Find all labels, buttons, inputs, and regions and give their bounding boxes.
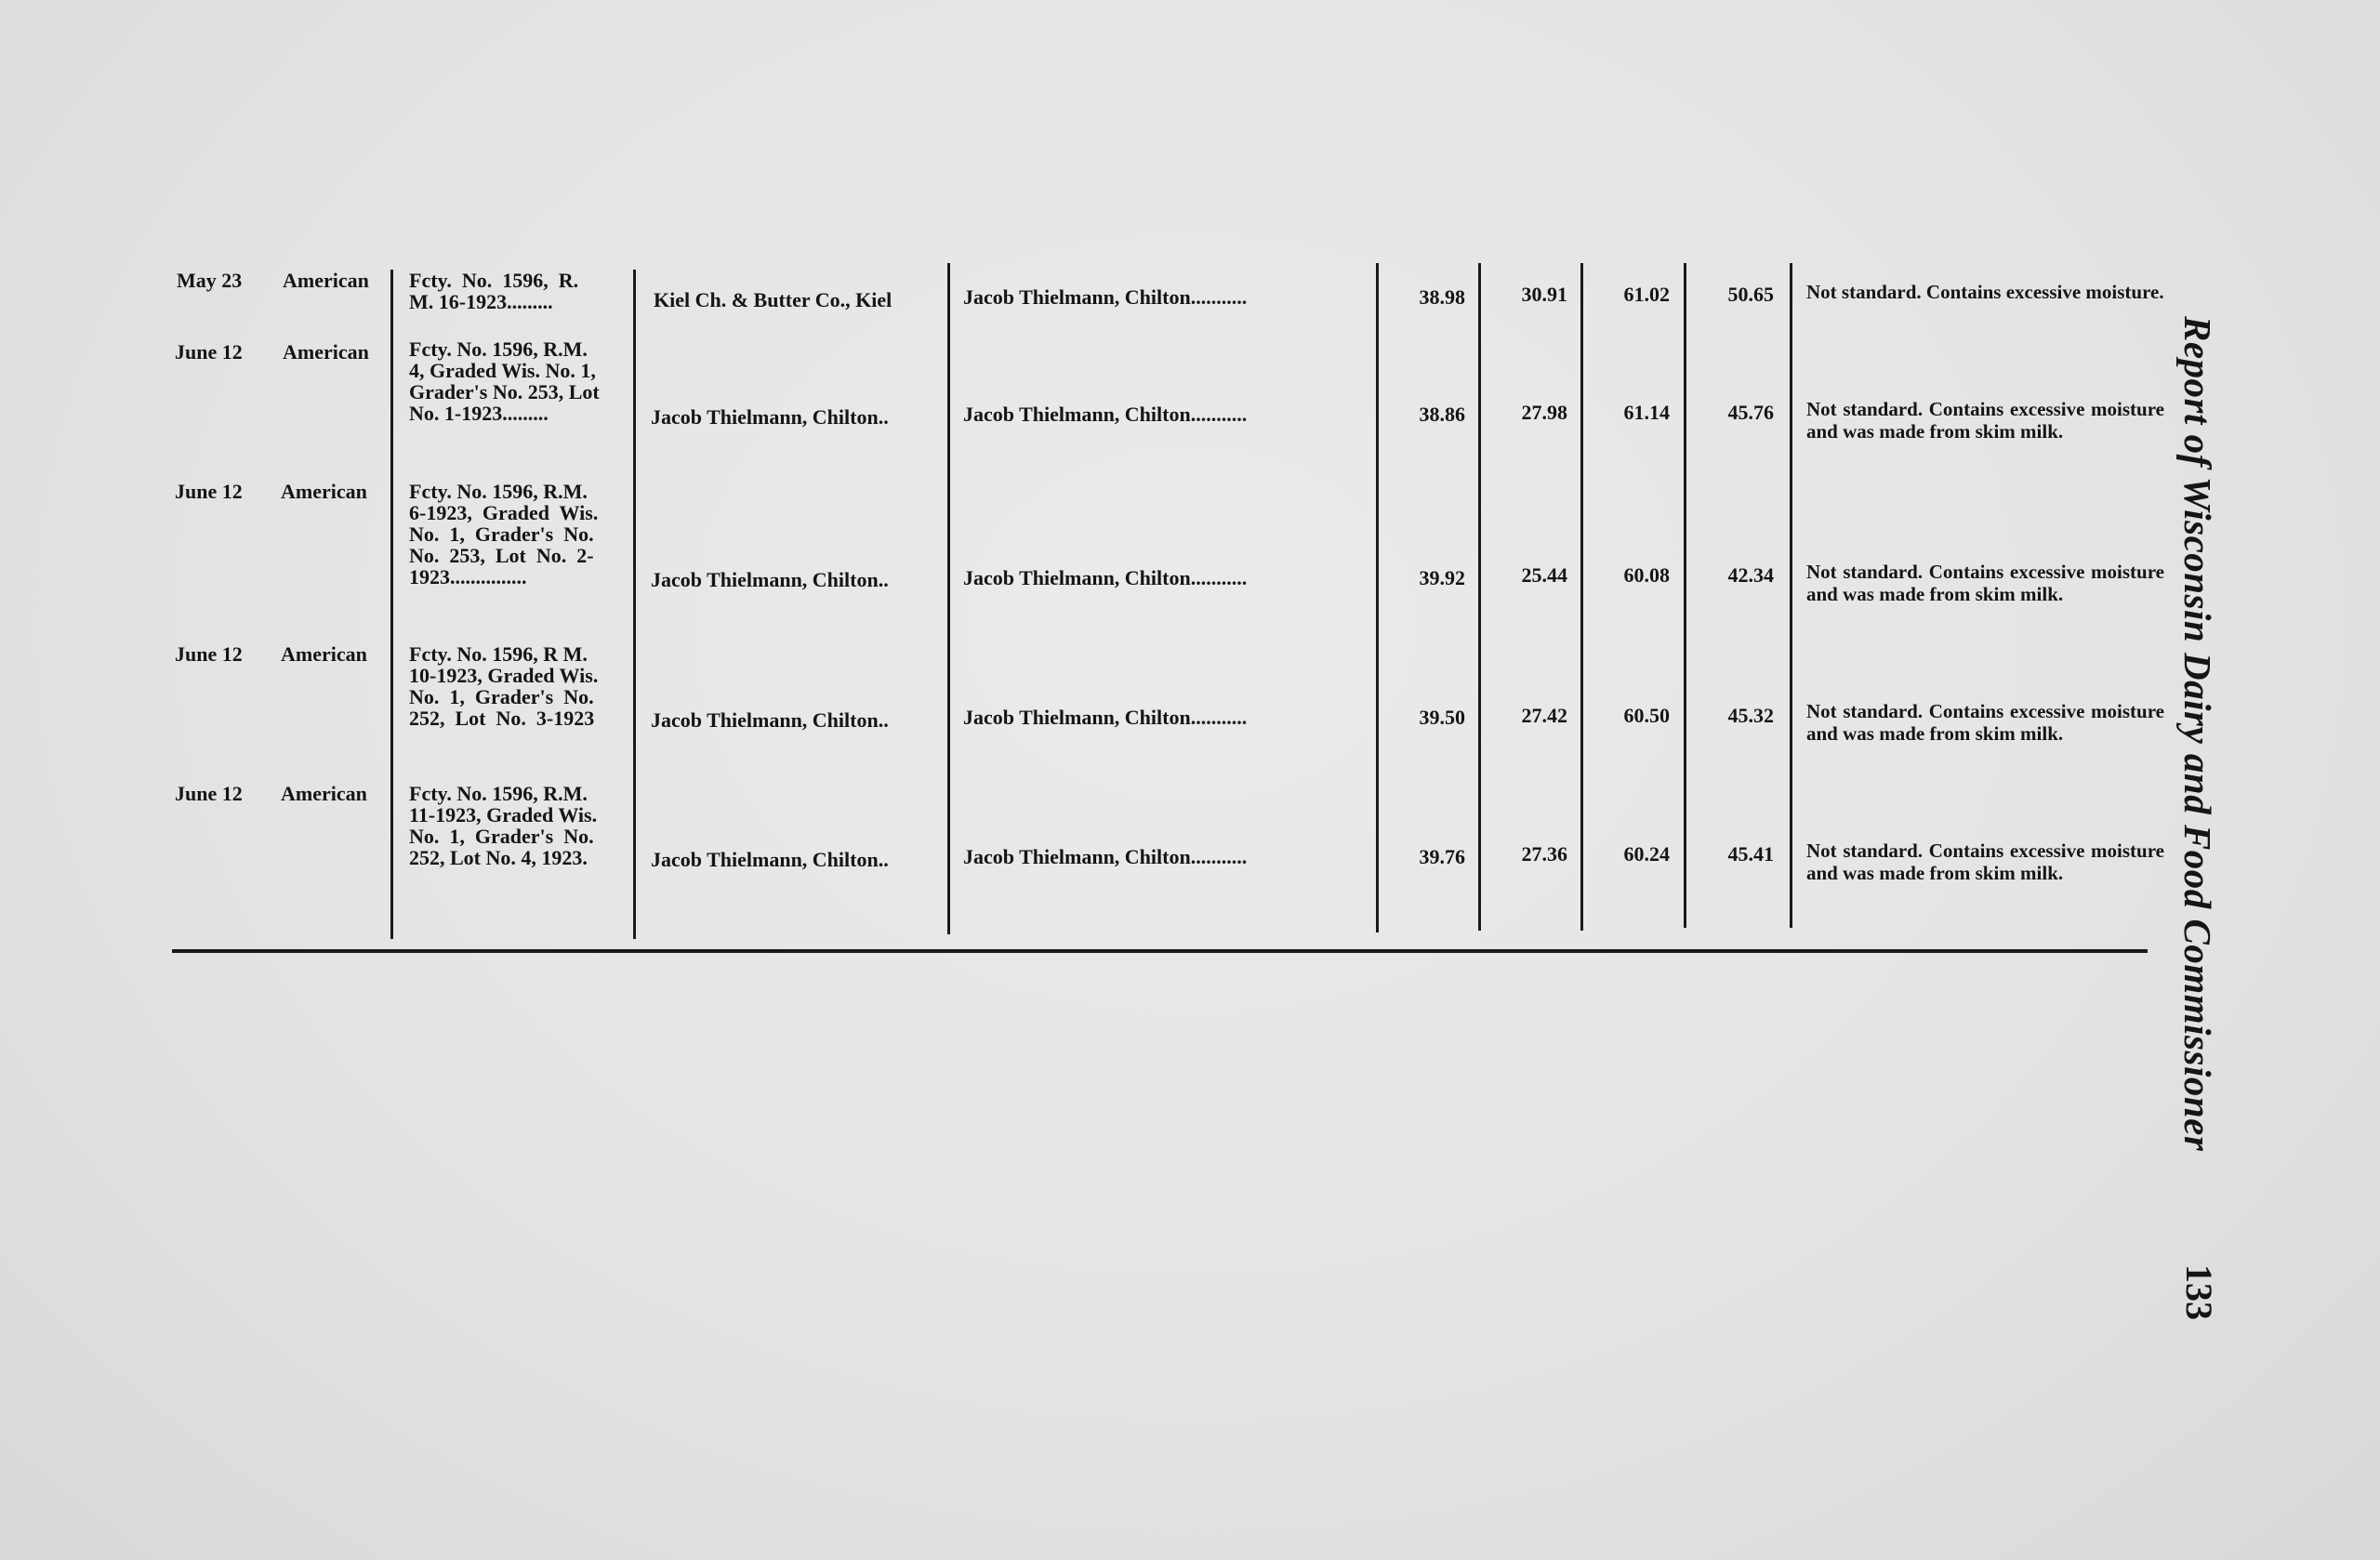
manufacturer-cell: Jacob Thielmann, Chilton..	[651, 708, 889, 732]
description-line: No. 1, Grader's No.	[409, 825, 594, 848]
column-rule	[390, 270, 393, 939]
value-cell: 60.08	[1623, 563, 1670, 587]
seller-cell: Jacob Thielmann, Chilton...........	[963, 845, 1248, 868]
table-bottom-rule	[172, 949, 2148, 953]
kind-cell: American	[281, 642, 367, 666]
seller-cell: Jacob Thielmann, Chilton...........	[963, 403, 1248, 426]
description-line: Fcty. No. 1596, R M.	[409, 642, 588, 666]
remark-cell: Not standard. Contains excessive moisture and was made from skim milk.	[1806, 839, 2164, 884]
seller-cell: Jacob Thielmann, Chilton...........	[963, 285, 1248, 309]
value-cell: 45.32	[1727, 704, 1774, 727]
column-rule	[1376, 263, 1379, 932]
column-rule	[1684, 263, 1686, 928]
column-rule	[1790, 263, 1792, 928]
column-rule	[947, 263, 950, 934]
description-line: 252, Lot No. 3-1923	[409, 707, 595, 730]
manufacturer-cell: Jacob Thielmann, Chilton..	[651, 848, 889, 871]
description-line: 252, Lot No. 4, 1923.	[409, 846, 588, 869]
description-line: M. 16-1923.........	[409, 290, 553, 313]
value-cell: 25.44	[1521, 563, 1567, 587]
value-cell: 39.50	[1419, 706, 1465, 729]
value-cell: 38.98	[1419, 285, 1465, 309]
value-cell: 61.02	[1623, 283, 1670, 306]
remark-cell: Not standard. Contains excessive moisture and was made from skim milk.	[1806, 561, 2164, 605]
description-line: No. 1, Grader's No.	[409, 522, 594, 546]
running-head-title: Report of Wisconsin Dairy and Food Commissioner	[2176, 316, 2219, 1152]
value-cell: 27.98	[1521, 401, 1567, 424]
description-line: 10-1923, Graded Wis.	[409, 664, 599, 687]
column-rule	[1478, 263, 1481, 931]
value-cell: 27.36	[1521, 842, 1567, 866]
description-line: 1923...............	[409, 565, 527, 588]
description-line: Fcty. No. 1596, R.M.	[409, 480, 588, 503]
value-cell: 50.65	[1727, 283, 1774, 306]
description-line: Fcty. No. 1596, R.	[409, 269, 579, 292]
remark-cell: Not standard. Contains excessive moisture and was made from skim milk.	[1806, 700, 2164, 745]
value-cell: 60.50	[1623, 704, 1670, 727]
date-cell: June 12	[175, 642, 243, 666]
page-number: 133	[2178, 1264, 2220, 1320]
manufacturer-cell: Jacob Thielmann, Chilton..	[651, 568, 889, 591]
column-rule	[633, 270, 636, 939]
remark-cell: Not standard. Contains excessive moisture.	[1806, 281, 2164, 303]
value-cell: 45.76	[1727, 401, 1774, 424]
description-line: 11-1923, Graded Wis.	[409, 803, 598, 826]
description-line: Fcty. No. 1596, R.M.	[409, 782, 588, 805]
value-cell: 30.91	[1521, 283, 1567, 306]
value-cell: 39.76	[1419, 845, 1465, 868]
remark-cell: Not standard. Contains excessive moisture and was made from skim milk.	[1806, 398, 2164, 443]
date-cell: June 12	[175, 480, 243, 503]
value-cell: 38.86	[1419, 403, 1465, 426]
seller-cell: Jacob Thielmann, Chilton...........	[963, 706, 1248, 729]
description-line: No. 1, Grader's No.	[409, 685, 594, 708]
value-cell: 45.41	[1727, 842, 1774, 866]
kind-cell: American	[283, 269, 369, 292]
manufacturer-cell: Kiel Ch. & Butter Co., Kiel	[654, 288, 892, 311]
seller-cell: Jacob Thielmann, Chilton...........	[963, 566, 1248, 589]
manufacturer-cell: Jacob Thielmann, Chilton..	[651, 405, 889, 429]
date-cell: June 12	[175, 340, 243, 364]
description-line: No. 1-1923.........	[409, 402, 549, 425]
kind-cell: American	[283, 340, 369, 364]
date-cell: June 12	[175, 782, 243, 805]
description-line: Fcty. No. 1596, R.M.	[409, 337, 588, 361]
value-cell: 61.14	[1623, 401, 1670, 424]
value-cell: 27.42	[1521, 704, 1567, 727]
kind-cell: American	[281, 480, 367, 503]
value-cell: 42.34	[1727, 563, 1774, 587]
description-line: Grader's No. 253, Lot	[409, 380, 600, 403]
description-line: 4, Graded Wis. No. 1,	[409, 359, 596, 382]
running-head	[2175, 316, 2250, 1339]
value-cell: 60.24	[1623, 842, 1670, 866]
column-rule	[1580, 263, 1583, 931]
description-line: 6-1923, Graded Wis.	[409, 501, 599, 524]
date-cell: May 23	[177, 269, 243, 292]
value-cell: 39.92	[1419, 566, 1465, 589]
kind-cell: American	[281, 782, 367, 805]
description-line: No. 253, Lot No. 2-	[409, 544, 594, 567]
